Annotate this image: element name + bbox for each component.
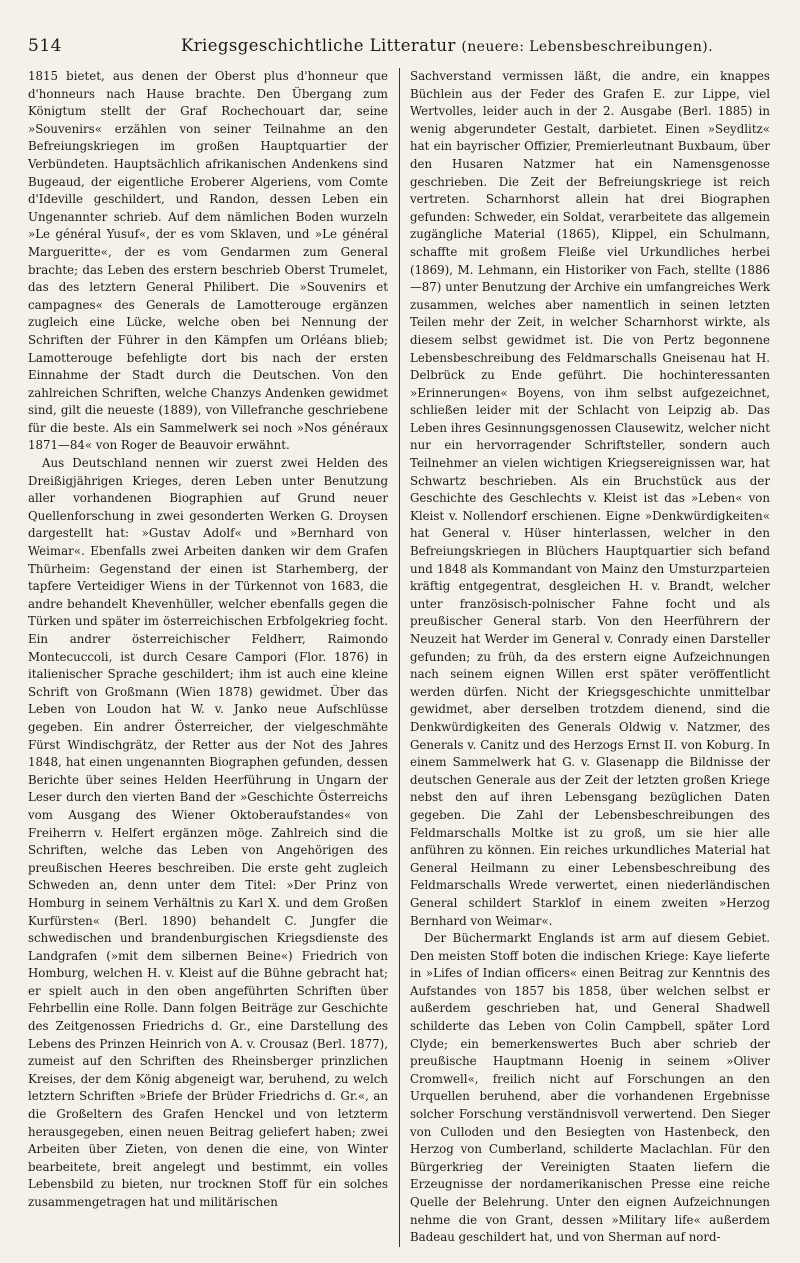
left-column (28, 68, 388, 1247)
running-header (28, 36, 770, 60)
two-column-body (28, 68, 770, 1247)
paragraph: Sachverstand vermissen läßt, die andre, ein knappes Büchlein aus der Feder des Grafen E. zur Lippe, viel Wertvolles, leider auch in der 2. Ausgabe (Berl. 1885) in wenig abgerundeter Gestalt, darbietet. Einen »Seydlitz« hat ein bayrischer Offizier, Premierleutnant Buxbaum, über den Husaren Natzmer hat ein Namensgenosse geschrieben. Die Zeit der Befreiungskriege ist reich vertreten. Scharnhorst allein hat drei Biographen gefunden: Schweder, ein Soldat, verarbeitete das allgemein zugängliche Material (1865), Klippel, ein Schulmann, schaffte mit großem Fleiße viel Urkundliches herbei (1869), M. Lehmann, ein Historiker von Fach, stellte (1886—87) unter Benutzung der Archive ein umfangreiches Werk zusammen, welches aber namentlich in seinen letzten Teilen mehr der Zeit, in welcher Scharnhorst wirkte, als diesem selbst gewidmet ist. Die von Pertz begonnene Lebensbeschreibung des Feldmarschalls Gneisenau hat H. Delbrück zu Ende geführt. Die hochinteressanten »Erinnerungen« Boyens, von ihm selbst aufgezeichnet, schließen leider mit der Schlacht von Leipzig ab. Das Leben ihres Gesinnungsgenossen Clausewitz, welcher nicht nur ein hervorragender Schriftsteller, sondern auch Teilnehmer an vielen wichtigen Kriegsereignissen war, hat Schwartz beschrieben. Als ein Bruchstück aus der Geschichte des Geschlechts v. Kleist ist das »Leben« von Kleist v. Nollendorf erschienen. Eigne »Denkwürdigkeiten« hat General v. Hüser hinterlassen, welcher in den Befreiungskriegen in Blüchers Hauptquartier sich befand und 1848 als Kommandant von Mainz den Umsturzparteien kräftig entgegentrat, desgleichen H. v. Brandt, welcher unter französisch-polnischer Fahne focht und als preußischer General starb. Von den Heerführern der Neuzeit hat Werder im General v. Conrady einen Darsteller gefunden; zu früh, da des erstern eigne Aufzeichnungen nach seinem eignen Willen erst später veröffentlicht werden dürfen. Nicht der Kriegsgeschichte unmittelbar gewidmet, aber derselben trotzdem dienend, sind die Denkwürdigkeiten des Generals Oldwig v. Natzmer, des Generals v. Canitz und des Herzogs Ernst II. von Koburg. In einem Sammelwerk hat G. v. Glasenapp die Bildnisse der deutschen Generale aus der Zeit der letzten großen Kriege nebst den auf ihren Lebensgang bezüglichen Daten gegeben. Die Zahl der Lebensbeschreibungen des Feldmarschalls Moltke ist zu groß, um sie hier alle anführen zu können. Ein reiches urkundliches Material hat General Heilmann zu einer Lebensbeschreibung des Feldmarschalls Wrede verwertet, einen niederländischen General schildert Starklof in einem zweiten »Herzog Bernhard von Weimar«. (410, 69, 770, 928)
right-column (410, 68, 770, 1247)
title-subtitle: (neuere: Lebensbeschreibungen). (461, 39, 713, 55)
column-divider (399, 68, 400, 1247)
title-text: Kriegsgeschichtliche Litteratur (181, 36, 456, 55)
paragraph: 1815 bietet, aus denen der Oberst plus d'honneur que d'honneurs nach Hause brachte. Den Übergang zum Königtum stellt der Graf Rochechouart dar, seine »Souvenirs« erzählen von seiner Teilnahme an den Befreiungskriegen im großen Hauptquartier der Verbündeten. Hauptsächlich afrikanischen Andenkens sind Bugeaud, der eigentliche Eroberer Algeriens, vom Comte d'Ideville geschildert, und Randon, dessen Leben ein Ungenannter schrieb. Auf dem nämlichen Boden wurzeln »Le général Yusuf«, der es vom Sklaven, und »Le général Margueritte«, der es vom Gendarmen zum General brachte; das Leben des erstern beschrieb Oberst Trumelet, das des letztern General Philibert. Die »Souvenirs et campagnes« des Generals de Lamotterouge ergänzen zugleich eine Lücke, welche oben bei Nennung der Schriften der Führer in den Kämpfen um Orléans blieb; Lamotterouge befehligte dort bis nach der ersten Einnahme der Stadt durch die Deutschen. Von den zahlreichen Schriften, welche Chanzys Andenken gewidmet sind, gilt die neueste (1889), von Villefranche geschriebene für die beste. Als ein Sammelwerk sei noch »Nos généraux 1871—84« von Roger de Beauvoir erwähnt. (28, 69, 388, 453)
running-title (124, 36, 770, 55)
page-number: 514 (28, 36, 62, 56)
paragraph: Aus Deutschland nennen wir zuerst zwei Helden des Dreißigjährigen Krieges, deren Leben unter Benutzung aller vorhandenen Biographien auf Grund neuer Quellenforschung in zwei gesonderten Werken G. Droysen dargestellt hat: »Gustav Adolf« und »Bernhard von Weimar«. Ebenfalls zwei Arbeiten danken wir dem Grafen Thürheim: Gegenstand der einen ist Starhemberg, der tapfere Verteidiger Wiens in der Türkennot von 1683, die andre behandelt Khevenhüller, welcher ebenfalls gegen die Türken und später im österreichischen Erbfolgekrieg focht. Ein andrer österreichischer Feldherr, Raimondo Montecuccoli, ist durch Cesare Campori (Flor. 1876) in italienischer Sprache geschildert; ihm ist auch eine kleine Schrift von Großmann (Wien 1878) gewidmet. Über das Leben von Loudon hat W. v. Janko neue Aufschlüsse gegeben. Ein andrer Österreicher, der vielgeschmähte Fürst Windischgrätz, der Retter aus der Not des Jahres 1848, hat einen ungenannten Biographen gefunden, dessen Berichte über seines Helden Heerführung in Ungarn der Leser durch den vierten Band der »Geschichte Österreichs vom Ausgang des Wiener Oktoberaufstandes« von Freiherrn v. Helfert ergänzen möge. Zahlreich sind die Schriften, welche das Leben von Angehörigen des preußischen Heeres beschreiben. Die erste geht zugleich Schweden an, denn unter dem Titel: »Der Prinz von Homburg in seinem Verhältnis zu Karl X. und dem Großen Kurfürsten« (Berl. 1890) behandelt C. Jungfer die schwedischen und brandenburgischen Kriegsdienste des Landgrafen (»mit dem silbernen Beine«) Friedrich von Homburg, welchen H. v. Kleist auf die Bühne gebracht hat; er spielt auch in den oben angeführten Schriften über Fehrbellin eine Rolle. Dann folgen Beiträge zur Geschichte des Zeitgenossen Friedrichs d. Gr., eine Darstellung des Lebens des Prinzen Heinrich von A. v. Crousaz (Berl. 1877), zumeist auf den Schriften des Rheinsberger prinzlichen Kreises, der dem König abgeneigt war, beruhend, zu welch letztern Schriften »Briefe der Brüder Friedrichs d. Gr.«, an die Großeltern des Grafen Henckel und von letzterm herausgegeben, einen neuen Beitrag geliefert haben; zwei Arbeiten über Zieten, von denen die eine, von Winter bearbeitete, breit angelegt und bestimmt, ein volles Lebensbild zu bieten, nur trocknen Stoff für ein solches zusammengetragen hat und militärischen (28, 456, 388, 1209)
paragraph: Der Büchermarkt Englands ist arm auf diesem Gebiet. Den meisten Stoff boten die indischen Kriege: Kaye lieferte in »Lifes of Indian officers« einen Beitrag zur Kenntnis des Aufstandes von 1857 bis 1858, über welchen selbst er außerdem geschrieben hat, und General Shadwell schilderte das Leben von Colin Campbell, später Lord Clyde; ein bemerkenswertes Buch aber schrieb der preußische Hauptmann Hoenig in seinem »Oliver Cromwell«, freilich nicht auf Forschungen an den Urquellen beruhend, aber die vorhandenen Ergebnisse solcher Forschung verständnisvoll verwertend. Den Sieger von Culloden und den Besiegten von Hastenbeck, den Herzog von Cumberland, schilderte Maclachlan. Für den Bürgerkrieg der Vereinigten Staaten liefern die Erzeugnisse der nordamerikanischen Presse eine reiche Quelle der Belehrung. Unter den eignen Aufzeichnungen nehme die von Grant, dessen »Military life« außerdem Badeau geschildert hat, und von Sherman auf nord- (410, 931, 770, 1245)
